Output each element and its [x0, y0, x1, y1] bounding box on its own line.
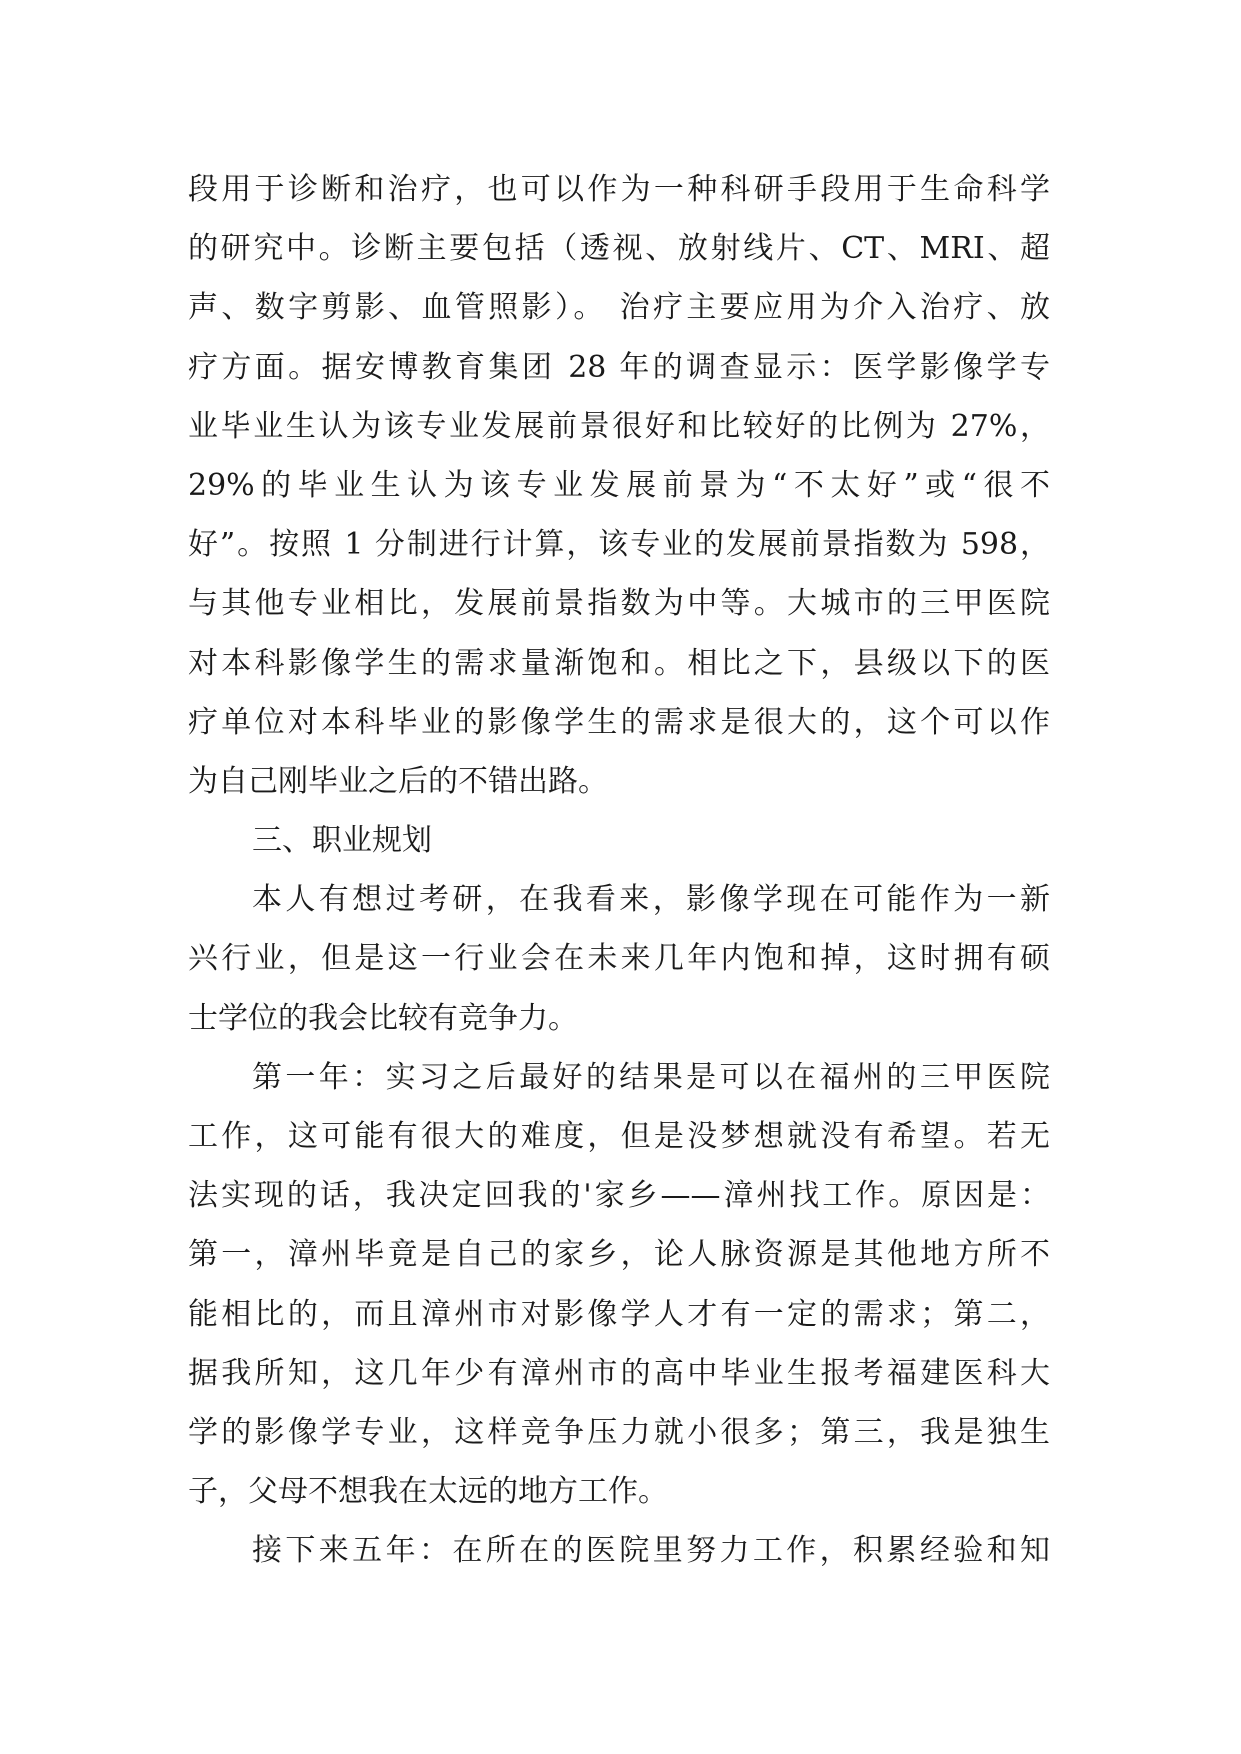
- text-line: 学的影像学专业，这样竞争压力就小很多；第三，我是独生: [188, 1414, 1050, 1450]
- text-line: 为自己刚毕业之后的不错出路。: [188, 763, 608, 799]
- text-line: 据我所知，这几年少有漳州市的高中毕业生报考福建医科大: [188, 1355, 1050, 1391]
- text-line: 的研究中。诊断主要包括（透视、放射线片、CT、MRI、超: [188, 231, 1050, 267]
- text-line: 士学位的我会比较有竞争力。: [188, 1000, 578, 1036]
- text-line: 兴行业，但是这一行业会在未来几年内饱和掉，这时拥有硕: [188, 941, 1050, 977]
- text-line: 与其他专业相比，发展前景指数为中等。大城市的三甲医院: [188, 586, 1050, 622]
- text-line: 工作，这可能有很大的难度，但是没梦想就没有希望。若无: [188, 1119, 1050, 1154]
- text-line: 子，父母不想我在太远的地方工作。: [188, 1474, 668, 1510]
- text-line: 段用于诊断和治疗，也可以作为一种科研手段用于生命科学: [188, 172, 1050, 207]
- text-line: 接下来五年：在所在的医院里努力工作，积累经验和知: [252, 1533, 1050, 1569]
- body-text: [188, 160, 1050, 1581]
- text-line: 好”。按照 1 分制进行计算，该专业的发展前景指数为 598，: [188, 527, 1050, 563]
- text-line: 疗方面。据安博教育集团 28 年的调查显示：医学影像学专: [188, 349, 1050, 385]
- text-line: 第一，漳州毕竟是自己的家乡，论人脉资源是其他地方所不: [188, 1237, 1050, 1273]
- text-line: 第一年：实习之后最好的结果是可以在福州的三甲医院: [252, 1059, 1050, 1095]
- text-line: 疗单位对本科毕业的影像学生的需求是很大的，这个可以作: [188, 704, 1050, 740]
- text-line: 29%的毕业生认为该专业发展前景为“不太好”或“很不: [188, 467, 1050, 503]
- text-line: 声、数字剪影、血管照影）。 治疗主要应用为介入治疗、放: [188, 290, 1050, 326]
- text-line: 业毕业生认为该专业发展前景很好和比较好的比例为 27%，: [188, 408, 1050, 444]
- text-line: 法实现的话，我决定回我的'家乡——漳州找工作。原因是：: [188, 1178, 1050, 1214]
- text-line: 能相比的，而且漳州市对影像学人才有一定的需求；第二，: [188, 1296, 1050, 1332]
- text-line: 对本科影像学生的需求量渐饱和。相比之下，县级以下的医: [188, 645, 1050, 681]
- text-line: 本人有想过考研，在我看来，影像学现在可能作为一新: [252, 882, 1050, 918]
- section-heading: 三、职业规划: [252, 823, 432, 859]
